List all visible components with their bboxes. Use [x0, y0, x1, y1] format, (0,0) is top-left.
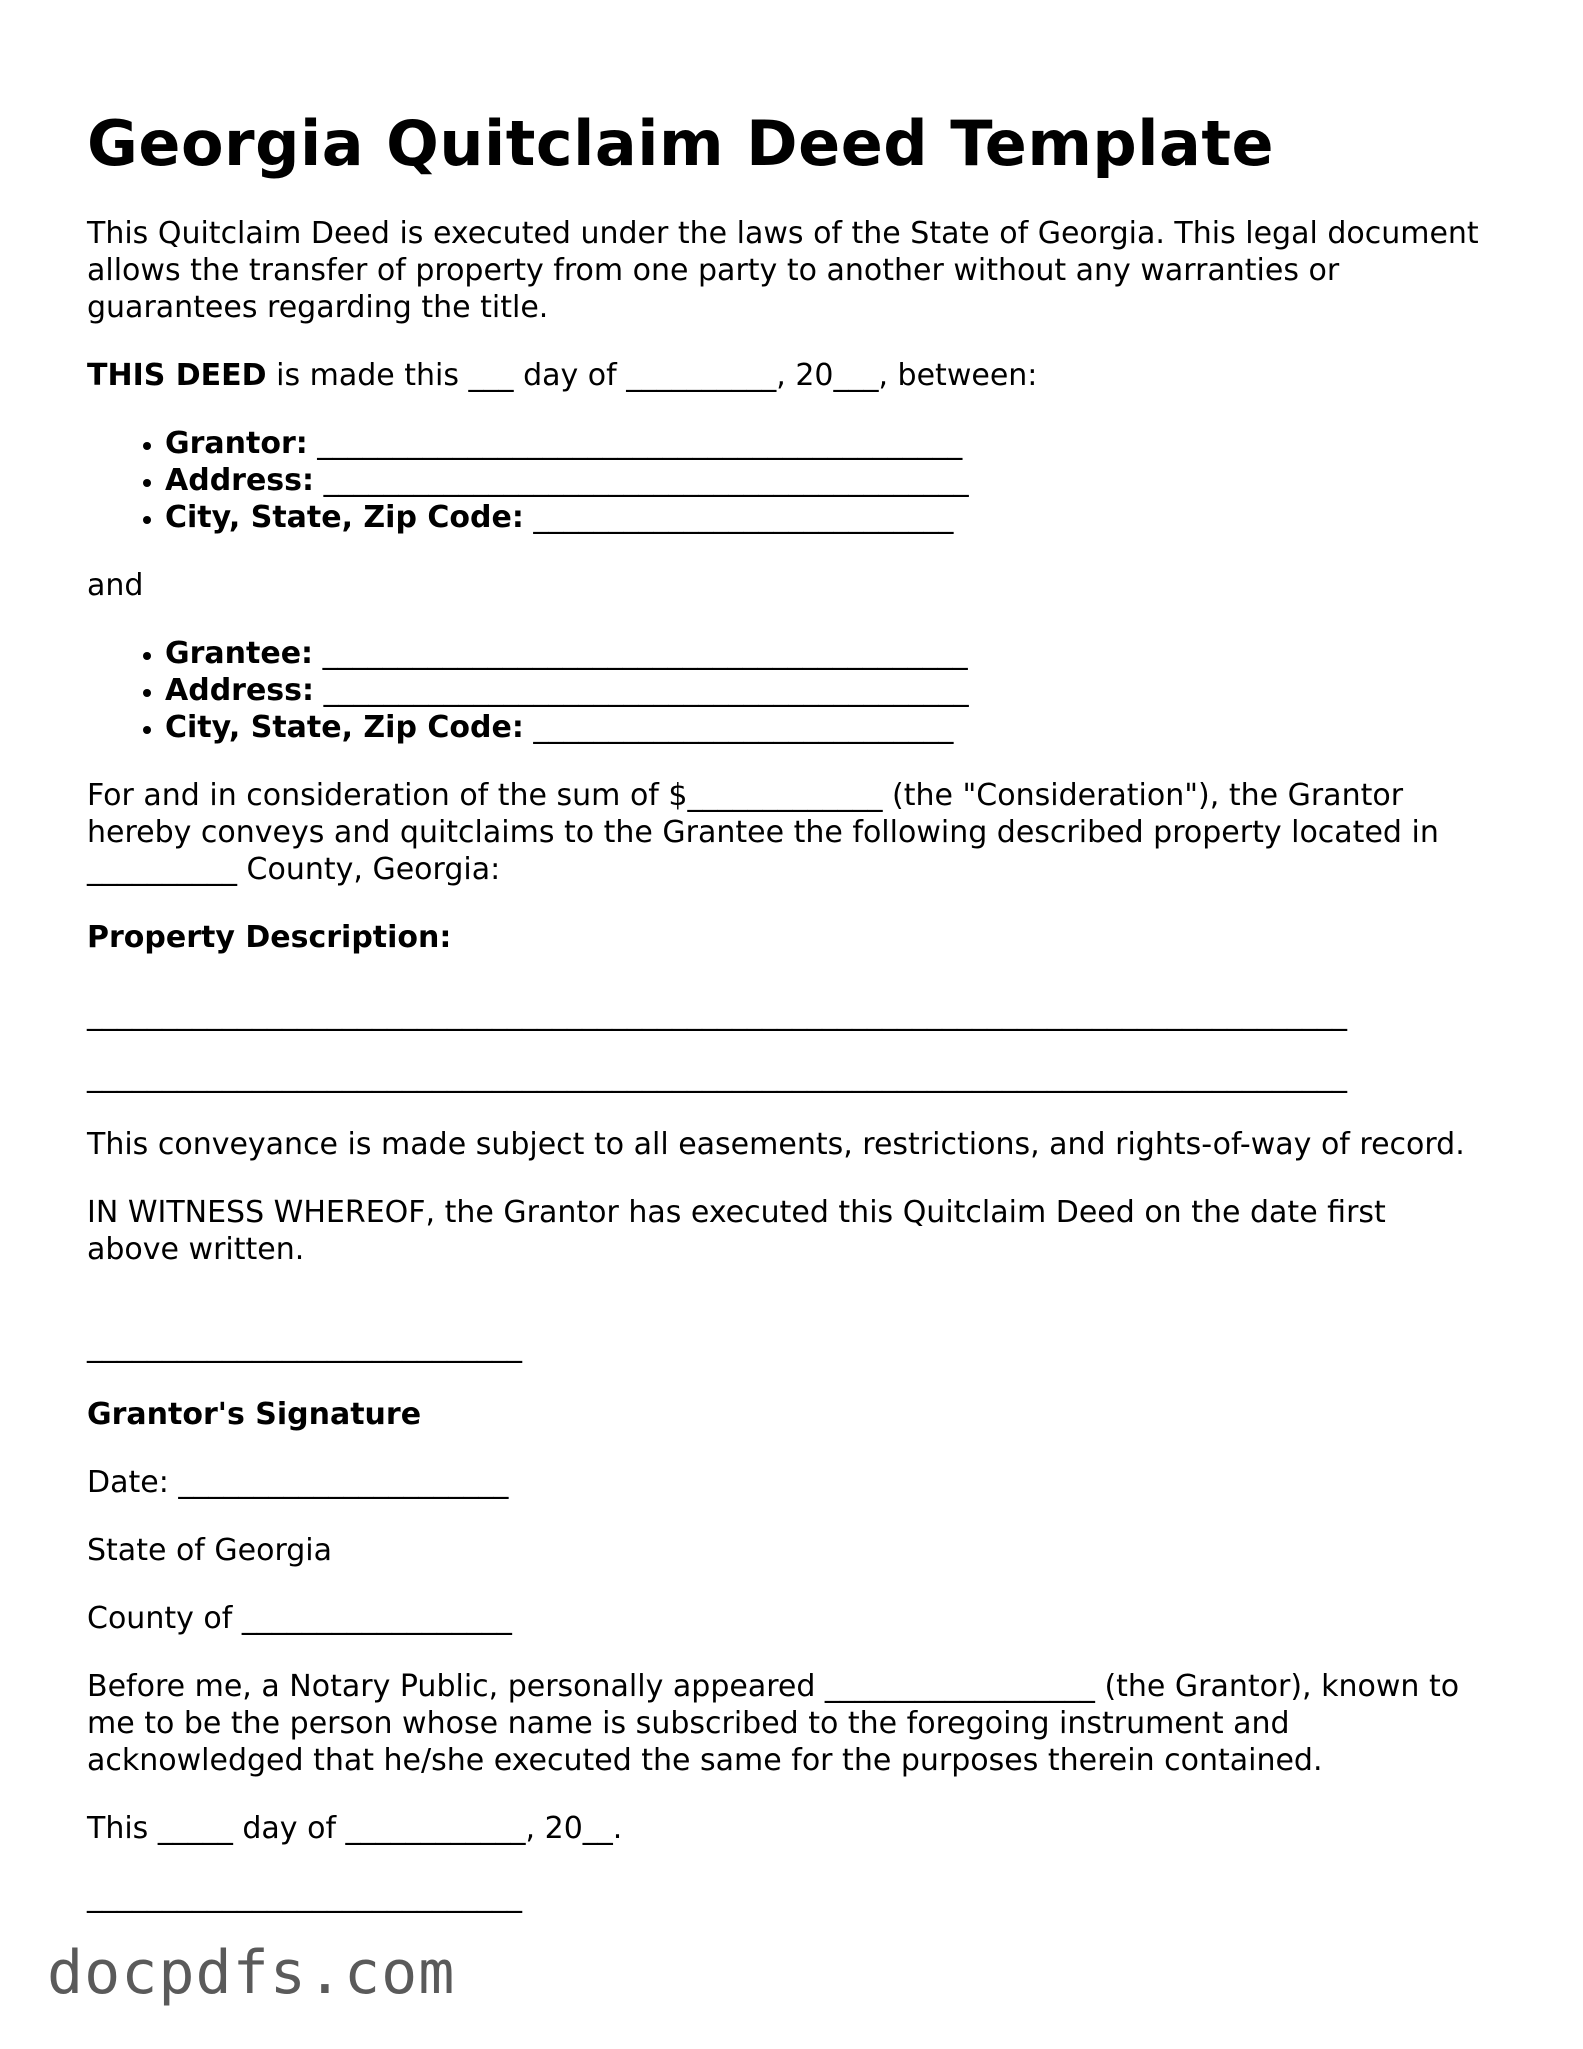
- this-day-line: This _____ day of ____________, 20__.: [87, 1811, 623, 1847]
- grantor-city-label: City, State, Zip Code:: [165, 500, 524, 536]
- grantor-address-item: [165, 462, 1487, 499]
- grantee-list: [87, 635, 1487, 746]
- watermark-logo: docpdfs.com: [47, 1938, 456, 2008]
- grantor-signature-line[interactable]: _____________________________: [87, 1329, 522, 1365]
- document-page: [87, 100, 1487, 1946]
- grantor-city-blank[interactable]: ____________________________: [523, 500, 954, 536]
- property-description-line-1[interactable]: ____________________________________________________________________________________: [87, 997, 1347, 1033]
- grantee-name-item: [165, 635, 1487, 672]
- state-line: State of Georgia: [87, 1533, 333, 1569]
- document-title: Georgia Quitclaim Deed Template: [87, 107, 1275, 180]
- grantor-name-blank[interactable]: ___________________________________________: [307, 426, 963, 462]
- consideration-paragraph: For and in consideration of the sum of $_____________ (the "Consideration"), the Grantor hereby conveys and quitclaims to the Grantee the following described property located in __________ County, Georgia:: [87, 778, 1439, 888]
- grantee-city-blank[interactable]: ____________________________: [523, 710, 954, 746]
- grantor-name-item: [165, 425, 1487, 462]
- county-line: County of __________________: [87, 1601, 512, 1637]
- grantee-address-item: [165, 672, 1487, 709]
- notary-paragraph: Before me, a Notary Public, personally appeared __________________ (the Grantor), known to me to be the person whose name is subscribed to the foregoing instrument and acknowledged that he/she executed the same for the purposes therein contained.: [87, 1669, 1460, 1779]
- grantor-address-label: Address:: [165, 463, 315, 499]
- grantee-name-label: Grantee:: [165, 636, 314, 672]
- grantee-address-label: Address:: [165, 673, 315, 709]
- grantee-address-blank[interactable]: ___________________________________________: [314, 673, 969, 709]
- notary-signature-line[interactable]: _____________________________: [87, 1879, 522, 1915]
- grantee-city-label: City, State, Zip Code:: [165, 710, 524, 746]
- deed-line-bold: THIS DEED: [87, 358, 267, 394]
- grantor-address-blank[interactable]: ___________________________________________: [314, 463, 969, 499]
- deed-line-rest: is made this ___ day of __________, 20___, between:: [266, 358, 1038, 394]
- grantee-name-blank[interactable]: ___________________________________________: [313, 636, 968, 672]
- grantor-name-label: Grantor:: [165, 426, 308, 462]
- date-line: Date: ______________________: [87, 1465, 509, 1501]
- property-description-label: Property Description:: [87, 920, 452, 956]
- property-description-line-2[interactable]: ____________________________________________________________________________________: [87, 1059, 1347, 1095]
- grantor-signature-label: Grantor's Signature: [87, 1397, 422, 1433]
- intro-paragraph: This Quitclaim Deed is executed under the laws of the State of Georgia. This legal document allows the transfer of property from one party to another without any warranties or guarantees regarding the title.: [87, 216, 1479, 326]
- and-text: and: [87, 568, 144, 604]
- conveyance-paragraph: This conveyance is made subject to all easements, restrictions, and rights-of-way of record.: [87, 1127, 1465, 1163]
- grantee-city-item: [165, 709, 1487, 746]
- grantor-city-item: [165, 499, 1487, 536]
- witness-paragraph: IN WITNESS WHEREOF, the Grantor has executed this Quitclaim Deed on the date first above written.: [87, 1195, 1386, 1268]
- grantor-list: [87, 425, 1487, 536]
- deed-line: [87, 357, 1487, 394]
